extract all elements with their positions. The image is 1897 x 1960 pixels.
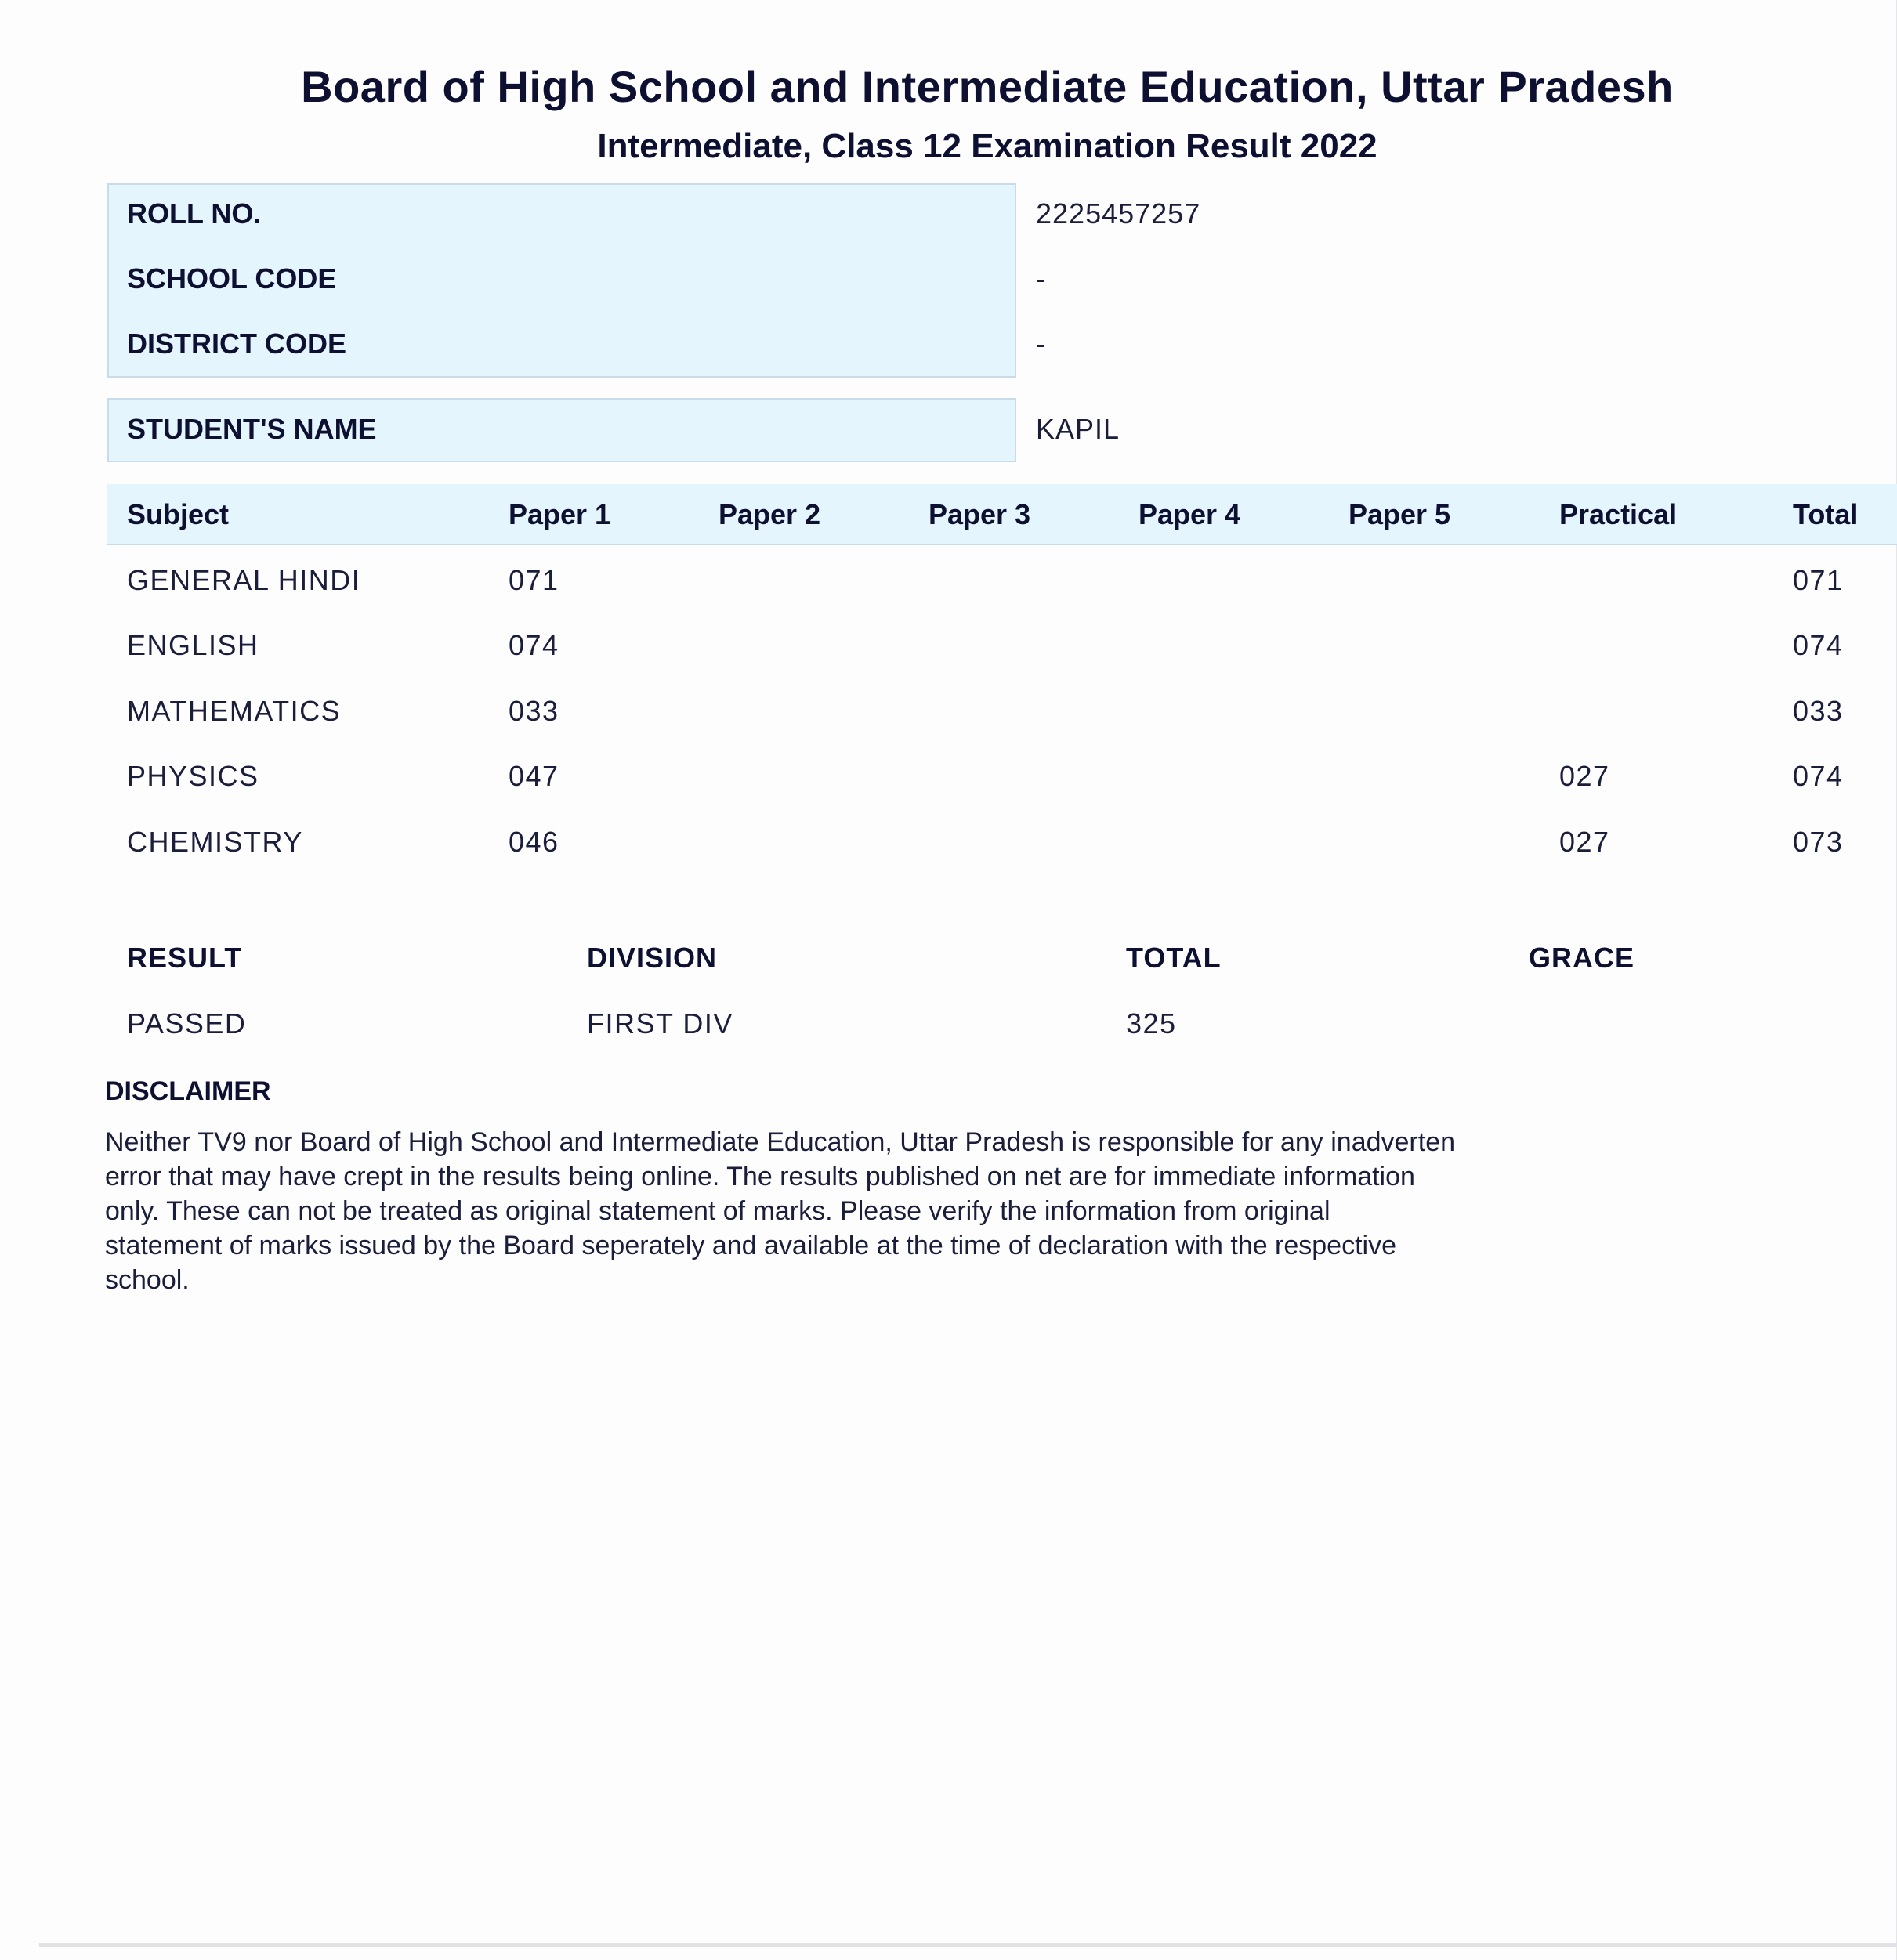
student-name-value: KAPIL <box>1036 413 1120 445</box>
row-subject: MATHEMATICS <box>127 695 342 727</box>
row-practical: 027 <box>1559 760 1610 792</box>
col-paper-3: Paper 3 <box>929 498 1031 530</box>
col-paper-1: Paper 1 <box>509 498 611 530</box>
student-name-label: STUDENT'S NAME <box>127 413 377 445</box>
row-practical: 027 <box>1559 826 1610 858</box>
row-total: 073 <box>1793 826 1844 858</box>
col-paper-5: Paper 5 <box>1349 498 1451 530</box>
result-label: RESULT <box>127 942 243 974</box>
row-total: 033 <box>1793 695 1844 727</box>
exam-subtitle: Intermediate, Class 12 Examination Result 2022 <box>597 127 1377 165</box>
row-paper-1: 071 <box>509 564 559 596</box>
total-label: TOTAL <box>1126 942 1222 974</box>
disclaimer-line: school. <box>105 1265 190 1295</box>
row-paper-1: 074 <box>509 629 559 661</box>
disclaimer-heading: DISCLAIMER <box>105 1076 271 1106</box>
col-practical: Practical <box>1559 498 1678 530</box>
grace-label: GRACE <box>1529 942 1635 974</box>
row-subject: CHEMISTRY <box>127 826 303 858</box>
school-code-label: SCHOOL CODE <box>127 262 337 295</box>
row-paper-1: 046 <box>509 826 559 858</box>
row-subject: ENGLISH <box>127 629 259 661</box>
school-code-value: - <box>1036 262 1046 295</box>
col-paper-4: Paper 4 <box>1139 498 1241 530</box>
division-label: DIVISION <box>587 942 718 974</box>
roll-no-value: 2225457257 <box>1036 197 1201 230</box>
col-paper-2: Paper 2 <box>719 498 821 530</box>
row-paper-1: 033 <box>509 695 559 727</box>
col-subject: Subject <box>127 498 230 530</box>
bottom-divider <box>39 1943 1897 1947</box>
district-code-label: DISTRICT CODE <box>127 327 347 360</box>
row-total: 074 <box>1793 760 1844 792</box>
disclaimer-line: error that may have crept in the results being online. The results published on net are for immediate information <box>105 1162 1415 1192</box>
district-code-value: - <box>1036 327 1046 360</box>
col-total: Total <box>1793 498 1859 530</box>
disclaimer-line: Neither TV9 nor Board of High School and Intermediate Education, Uttar Pradesh is responsible for any inadverten <box>105 1127 1456 1157</box>
disclaimer-line: only. These can not be treated as original statement of marks. Please verify the information from original <box>105 1196 1330 1226</box>
board-title: Board of High School and Intermediate Education, Uttar Pradesh <box>301 62 1674 111</box>
disclaimer-text <box>105 1125 1897 1297</box>
row-subject: GENERAL HINDI <box>127 564 361 596</box>
row-total: 071 <box>1793 564 1844 596</box>
row-subject: PHYSICS <box>127 760 259 792</box>
division-value: FIRST DIV <box>587 1007 733 1040</box>
disclaimer-line: statement of marks issued by the Board seperately and available at the time of declaration with the respective <box>105 1231 1397 1260</box>
roll-no-label: ROLL NO. <box>127 197 262 230</box>
row-paper-1: 047 <box>509 760 559 792</box>
total-value: 325 <box>1126 1007 1177 1040</box>
result-value: PASSED <box>127 1007 247 1040</box>
row-total: 074 <box>1793 629 1844 661</box>
